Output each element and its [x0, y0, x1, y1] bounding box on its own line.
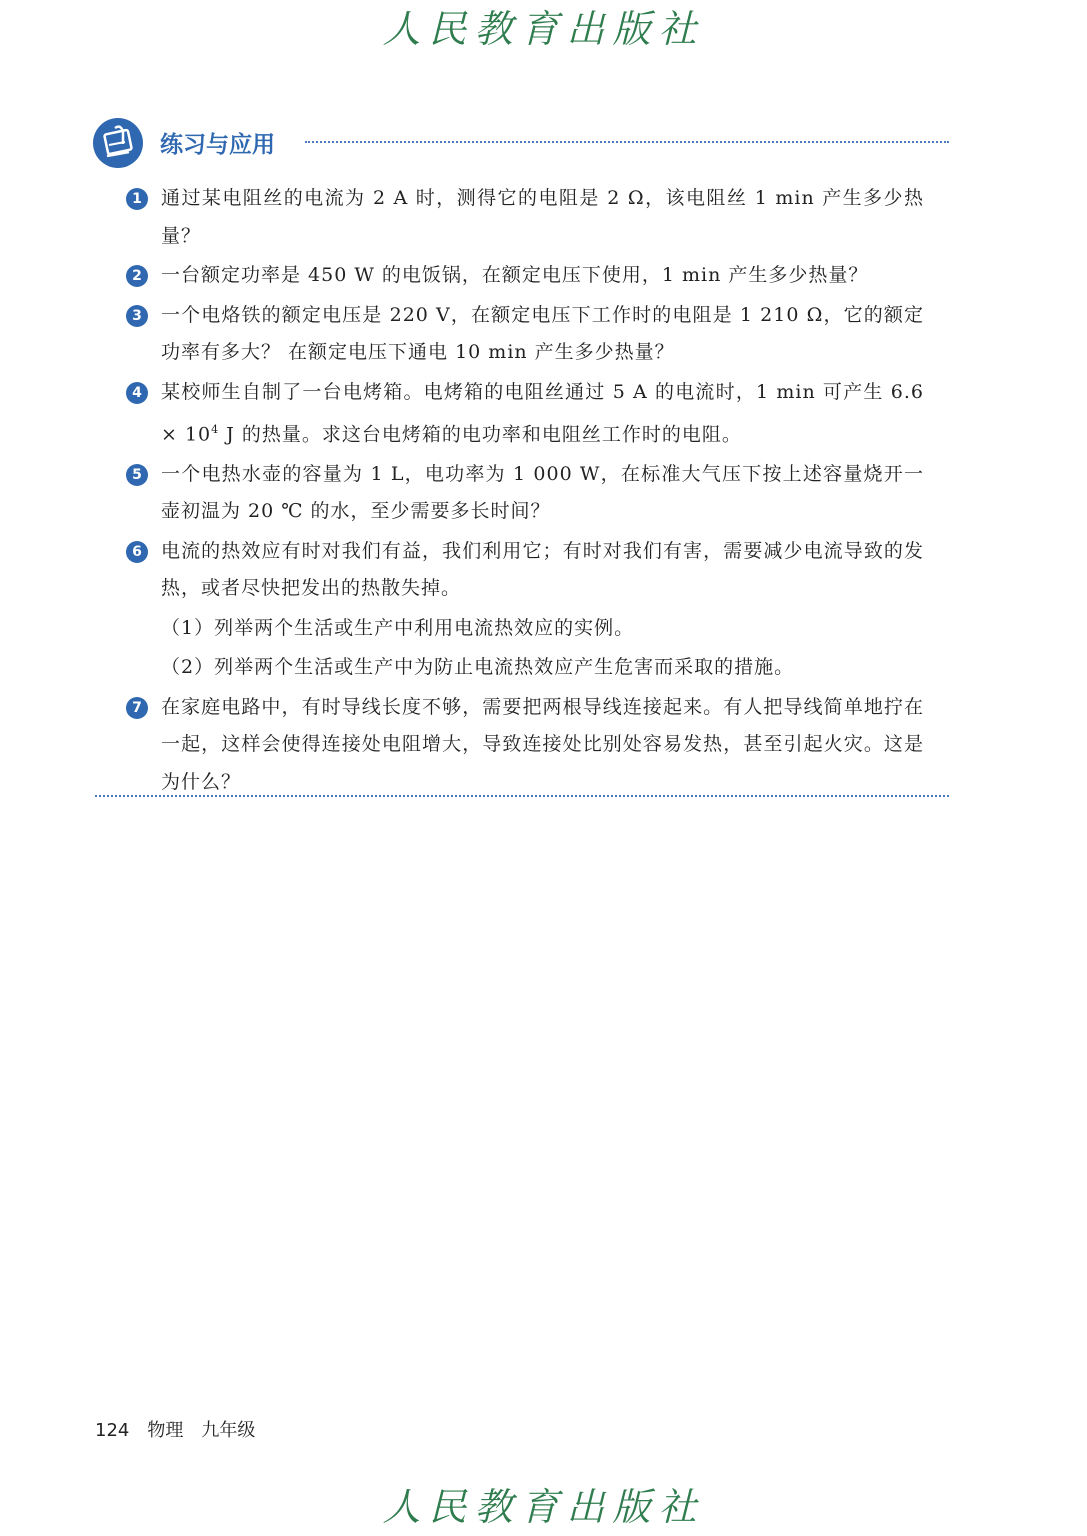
- question-number-badge: 6: [126, 541, 148, 563]
- section-title: 练习与应用: [160, 132, 275, 158]
- question-number-badge: 1: [126, 188, 148, 210]
- question-4: [124, 374, 924, 454]
- page-number: 124: [95, 1420, 130, 1441]
- question-number-badge: 2: [126, 265, 148, 287]
- publisher-watermark-top: 人民教育出版社: [382, 7, 705, 51]
- section-end-dotted-rule: [95, 795, 949, 797]
- question-7: [124, 689, 924, 802]
- question-number-badge: 3: [126, 305, 148, 327]
- exercise-emblem-icon: [93, 118, 143, 168]
- question-2: [124, 257, 924, 295]
- page-footer: [95, 1416, 273, 1442]
- section-header: [93, 118, 949, 168]
- question-3: [124, 297, 924, 372]
- question-6-subitem-2: （2）列举两个生活或生产中为防止电流热效应产生危害而采取的措施。: [161, 656, 795, 679]
- question-text-part-a: 某校师生自制了一台电烤箱。电烤箱的电阻丝通过 5 A 的电流时，1 min 可产生 6.6 × 10: [161, 380, 924, 446]
- question-text: 一台额定功率是 450 W 的电饭锅，在额定电压下使用，1 min 产生多少热量？: [161, 264, 869, 286]
- question-text: 电流的热效应有时对我们有益，我们利用它；有时对我们有害，需要减少电流导致的发热，或者尽快把发出的热散失掉。: [161, 539, 924, 600]
- subject-label: 物理: [147, 1420, 184, 1441]
- question-1: [124, 180, 924, 255]
- question-text: [161, 374, 924, 454]
- question-list: [124, 180, 924, 803]
- question-text: 通过某电阻丝的电流为 2 A 时，测得它的电阻是 2 Ω，该电阻丝 1 min 产生多少热量？: [161, 187, 924, 247]
- exponent: 4: [211, 423, 220, 436]
- publisher-watermark-bottom: 人民教育出版社: [382, 1485, 705, 1529]
- question-6: [124, 533, 924, 608]
- question-number-badge: 5: [126, 464, 148, 486]
- question-text: 一个电热水壶的容量为 1 L，电功率为 1 000 W，在标准大气压下按上述容量烧开一壶初温为 20 ℃ 的水，至少需要多长时间？: [161, 462, 924, 523]
- question-text-part-b: J 的热量。求这台电烤箱的电功率和电阻丝工作时的电阻。: [219, 423, 742, 446]
- question-number-badge: 7: [126, 697, 148, 719]
- question-6-subitem-1: （1）列举两个生活或生产中利用电流热效应的实例。: [161, 616, 635, 639]
- header-dotted-rule: [305, 141, 949, 143]
- question-text: 在家庭电路中，有时导线长度不够，需要把两根导线连接起来。有人把导线简单地拧在一起，这样会使得连接处电阻增大，导致连接处比别处容易发热，甚至引起火灾。这是为什么？: [161, 695, 924, 793]
- question-text: 一个电烙铁的额定电压是 220 V，在额定电压下工作时的电阻是 1 210 Ω，它的额定功率有多大？ 在额定电压下通电 10 min 产生多少热量？: [161, 303, 924, 363]
- grade-label: 九年级: [201, 1420, 256, 1441]
- question-number-badge: 4: [126, 382, 148, 404]
- question-5: [124, 456, 924, 531]
